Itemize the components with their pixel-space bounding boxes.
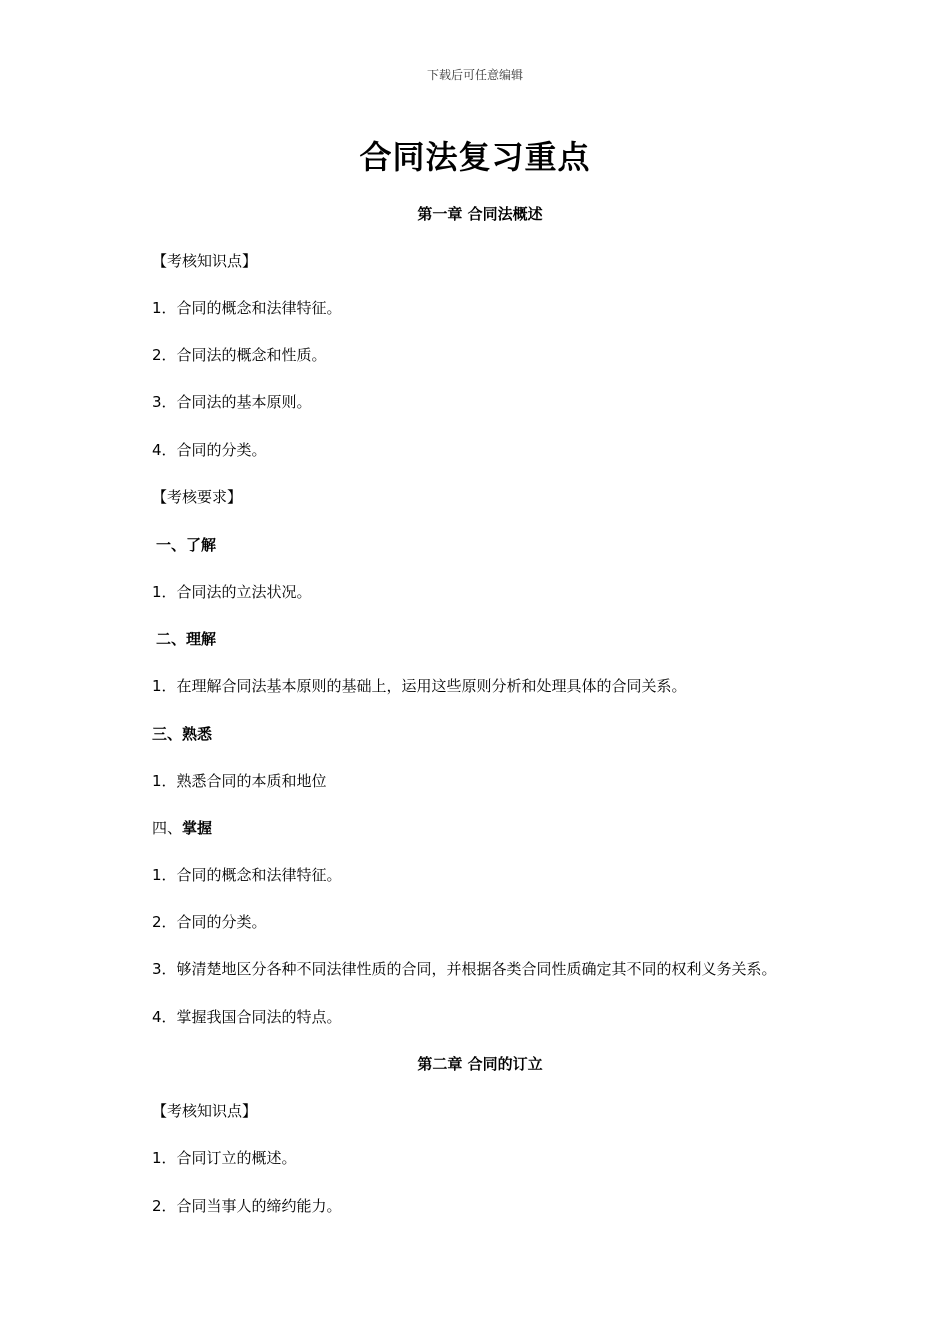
chapter1-heading: 第一章 合同法概述 xyxy=(417,205,543,223)
familiar-item: 1．熟悉合同的本质和地位 xyxy=(152,772,327,790)
chapter2-heading: 第二章 合同的订立 xyxy=(417,1055,543,1073)
chapter2-knowledge-label: 【考核知识点】 xyxy=(152,1102,258,1120)
master-item: 4．掌握我国合同法的特点。 xyxy=(152,1008,342,1026)
chapter1-knowledge-item: 1．合同的概念和法律特征。 xyxy=(152,299,342,317)
understand-item: 1．合同法的立法状况。 xyxy=(152,583,312,601)
chapter2-knowledge-item: 1．合同订立的概述。 xyxy=(152,1149,297,1167)
master-heading-suffix: 掌握 xyxy=(182,819,213,837)
chapter1-knowledge-item: 3．合同法的基本原则。 xyxy=(152,393,312,411)
master-heading xyxy=(152,818,212,838)
comprehend-item: 1．在理解合同法基本原则的基础上，运用这些原则分析和处理具体的合同关系。 xyxy=(152,677,687,695)
page-header-note: 下载后可任意编辑 xyxy=(426,68,523,82)
master-heading-prefix: 四、 xyxy=(152,819,183,837)
master-item: 3．够清楚地区分各种不同法律性质的合同，并根据各类合同性质确定其不同的权利义务关系。 xyxy=(152,960,777,978)
chapter1-knowledge-item: 2．合同法的概念和性质。 xyxy=(152,346,327,364)
chapter1-requirements-label: 【考核要求】 xyxy=(152,488,243,506)
chapter1-knowledge-label: 【考核知识点】 xyxy=(152,252,258,270)
chapter2-knowledge-item: 2．合同当事人的缔约能力。 xyxy=(152,1197,342,1215)
master-item: 1．合同的概念和法律特征。 xyxy=(152,866,342,884)
comprehend-heading: 二、理解 xyxy=(156,630,217,648)
document-title: 合同法复习重点 xyxy=(359,138,591,176)
chapter1-knowledge-item: 4．合同的分类。 xyxy=(152,441,267,459)
master-item: 2．合同的分类。 xyxy=(152,913,267,931)
familiar-heading: 三、熟悉 xyxy=(152,725,213,743)
understand-heading: 一、了解 xyxy=(156,536,217,554)
